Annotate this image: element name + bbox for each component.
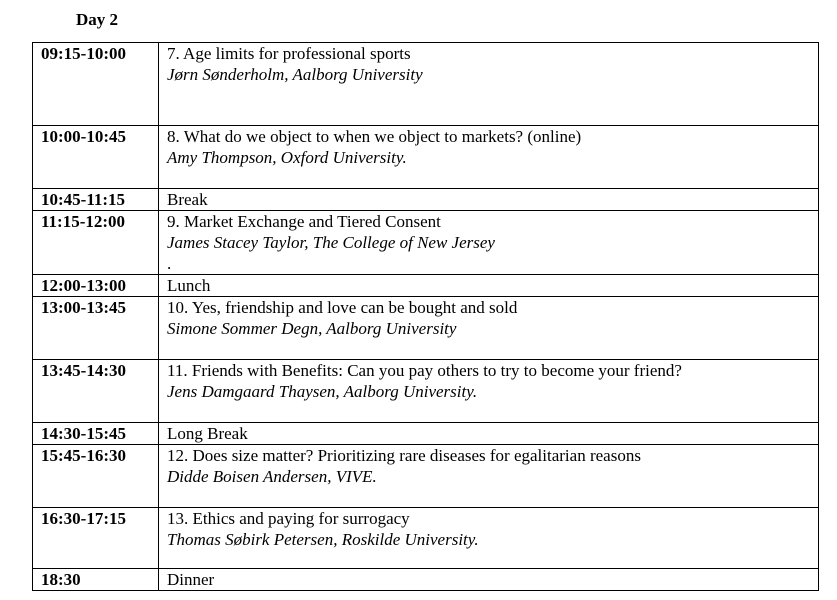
time-slot: 11:15-12:00 [33, 211, 159, 275]
dinner-label: Dinner [167, 570, 215, 589]
schedule-row [33, 297, 819, 360]
time-slot: 13:00-13:45 [33, 297, 159, 360]
break-label: Break [167, 190, 208, 209]
trailing-period: . [167, 254, 172, 273]
time-slot: 10:45-11:15 [33, 189, 159, 211]
talk-title: 10. Yes, friendship and love can be bought and sold [167, 298, 518, 317]
talk-title: 11. Friends with Benefits: Can you pay others to try to become your friend? [167, 361, 682, 380]
talk-title: 12. Does size matter? Prioritizing rare diseases for egalitarian reasons [167, 446, 641, 465]
session-cell [159, 508, 819, 569]
time-slot: 09:15-10:00 [33, 43, 159, 126]
speaker-name: Amy Thompson, Oxford University. [167, 148, 407, 167]
schedule-row [33, 423, 819, 445]
lunch-label: Lunch [167, 276, 211, 295]
schedule-row [33, 360, 819, 423]
session-cell [159, 275, 819, 297]
session-cell [159, 43, 819, 126]
schedule-row [33, 43, 819, 126]
session-cell [159, 445, 819, 508]
session-cell [159, 360, 819, 423]
session-cell [159, 569, 819, 591]
talk-title: 13. Ethics and paying for surrogacy [167, 509, 410, 528]
session-cell [159, 126, 819, 189]
speaker-name: James Stacey Taylor, The College of New Jersey [167, 233, 495, 252]
speaker-name: Thomas Søbirk Petersen, Roskilde University. [167, 530, 479, 549]
time-slot: 16:30-17:15 [33, 508, 159, 569]
speaker-name: Simone Sommer Degn, Aalborg University [167, 319, 457, 338]
schedule-row [33, 189, 819, 211]
time-slot: 14:30-15:45 [33, 423, 159, 445]
talk-title: 7. Age limits for professional sports [167, 44, 411, 63]
session-cell [159, 189, 819, 211]
time-slot: 10:00-10:45 [33, 126, 159, 189]
talk-title: 8. What do we object to when we object to markets? (online) [167, 127, 582, 146]
schedule-row [33, 445, 819, 508]
long-break-label: Long Break [167, 424, 248, 443]
schedule-row [33, 508, 819, 569]
schedule-row [33, 569, 819, 591]
session-cell [159, 297, 819, 360]
schedule-row [33, 126, 819, 189]
speaker-name: Didde Boisen Andersen, VIVE. [167, 467, 377, 486]
schedule-table [32, 42, 819, 591]
schedule-row [33, 275, 819, 297]
time-slot: 15:45-16:30 [33, 445, 159, 508]
talk-title: 9. Market Exchange and Tiered Consent [167, 212, 441, 231]
speaker-name: Jørn Sønderholm, Aalborg University [167, 65, 423, 84]
schedule-row [33, 211, 819, 275]
session-cell [159, 211, 819, 275]
session-cell [159, 423, 819, 445]
time-slot: 12:00-13:00 [33, 275, 159, 297]
day-title: Day 2 [76, 10, 119, 29]
time-slot: 13:45-14:30 [33, 360, 159, 423]
speaker-name: Jens Damgaard Thaysen, Aalborg University. [167, 382, 478, 401]
time-slot: 18:30 [33, 569, 159, 591]
